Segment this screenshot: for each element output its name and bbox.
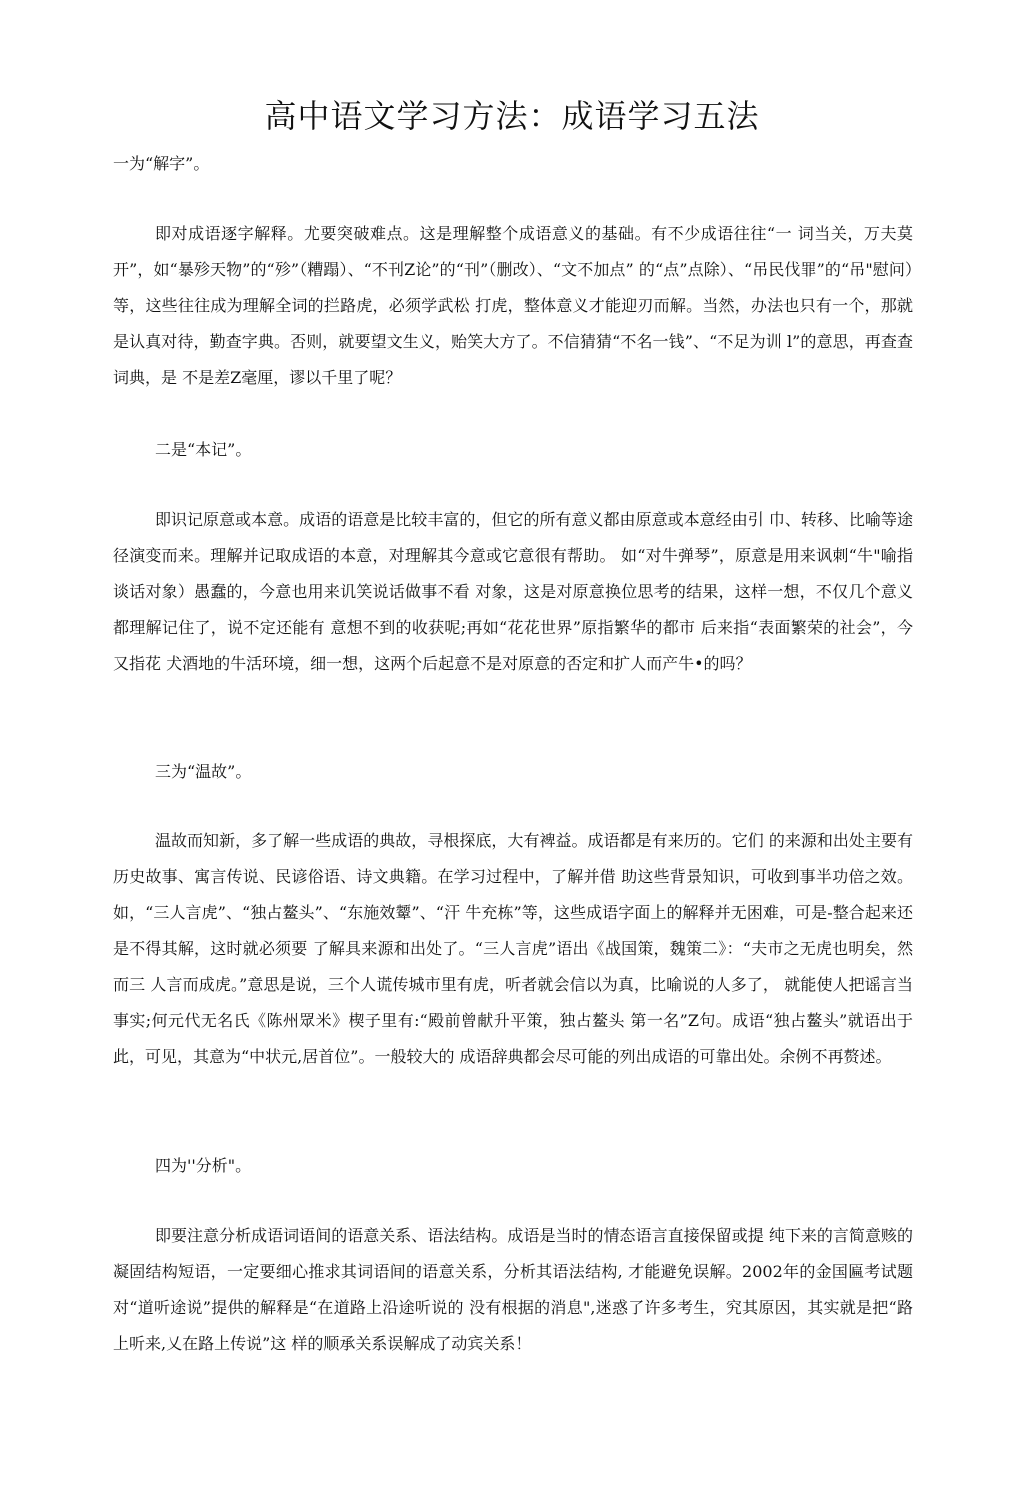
section-heading-2: 二是“本记”。 (155, 440, 252, 459)
section-heading-3: 三为“温故”。 (155, 762, 252, 781)
section-body-4: 即要注意分析成语词语间的语意关系、语法结构。成语是当时的情态语言直接保留或提 纯下来的言简意赅的凝固结构短语，一定要细心推求其词语间的语意关系，分析其语法结构, 才能避免误解。2002年的金国匾考试题对“道听途说”提供的解释是“在道路上沿途听说的 没有根据的消息",迷惑了许多考生，究其原因，其实就是把“路上听来,乂在路上传说”这 样的顺承关系误解成了动宾关系！ (113, 1226, 913, 1353)
document-title: 高中语文学习方法：成语学习五法 (264, 97, 760, 135)
section-heading-1: 一为“解字”。 (113, 154, 210, 173)
section-heading-4: 四为''分析"。 (155, 1156, 252, 1175)
section-body-3: 温故而知新，多了解一些成语的典故，寻根探底，大有裨益。成语都是有来历的。它们 的来源和出处主要有历史故事、寓言传说、民谚俗语、诗文典籍。在学习过程中，了解并借 助这些背景知识，可收到事半功倍之效。如，“三人言虎”、“独占鳌头”、“东施效颦”、“汗 牛充栋”等，这些成语字面上的解释并无困难，可是-整合起来还是不得其解，这时就必须要 了解具来源和出处了。“三人言虎”语出《战国策，魏策二》：“夫市之无虎也明矣，然而三 人言而成虎。”意思是说，三个人谎传城市里有虎，听者就会信以为真，比喻说的人多了， 就能使人把谣言当事实;何元代无名氏《陈州眾米》楔子里有:“殿前曾献升平策，独占鳌头 第一名”Z句。成语“独占鳌头”就语出于此，可见，其意为“中状元,居首位”。一般较大的 成语辞典都会尽可能的列出成语的可靠出处。余例不再赘述。 (113, 831, 913, 1066)
section-body-1: 即对成语逐字解释。尤要突破难点。这是理解整个成语意义的基础。有不少成语往往“一 词当关，万夫莫开”，如“暴殄天物”的“殄”（糟蹋）、“不刊Z论”的“刊”（删改）、“文不加点” 的“点”点除）、“吊民伐罪”的“吊"慰问）等，这些往往成为理解全词的拦路虎，必须学武松 打虎，整体意义才能迎刃而解。当然，办法也只有一个，那就是认真对待，勤查字典。否则，就要望文生义，贻笑大方了。不信猜猜“不名一钱”、“不足为训 l”的意思，再查查词典，是 不是差Z毫厘，谬以千里了呢？ (113, 224, 913, 387)
section-body-2: 即识记原意或本意。成语的语意是比较丰富的，但它的所有意义都由原意或本意经由引 巾、转移、比喻等途径演变而来。理解并记取成语的本意，对理解其今意或它意很有帮助。 如“对牛弹琴”，原意是用来讽刺“牛"喻指谈话对象）愚蠢的，今意也用来讥笑说话做事不看 对象，这是对原意换位思考的结果，这样一想，不仅几个意义都理解记住了，说不定还能有 意想不到的收获呢;再如“花花世界”原指繁华的都市 后来指“表面繁荣的社会”，今又指花 犬酒地的牛活环境，细一想，这两个后起意不是对原意的否定和扩人而产牛•的吗？ (113, 510, 913, 673)
